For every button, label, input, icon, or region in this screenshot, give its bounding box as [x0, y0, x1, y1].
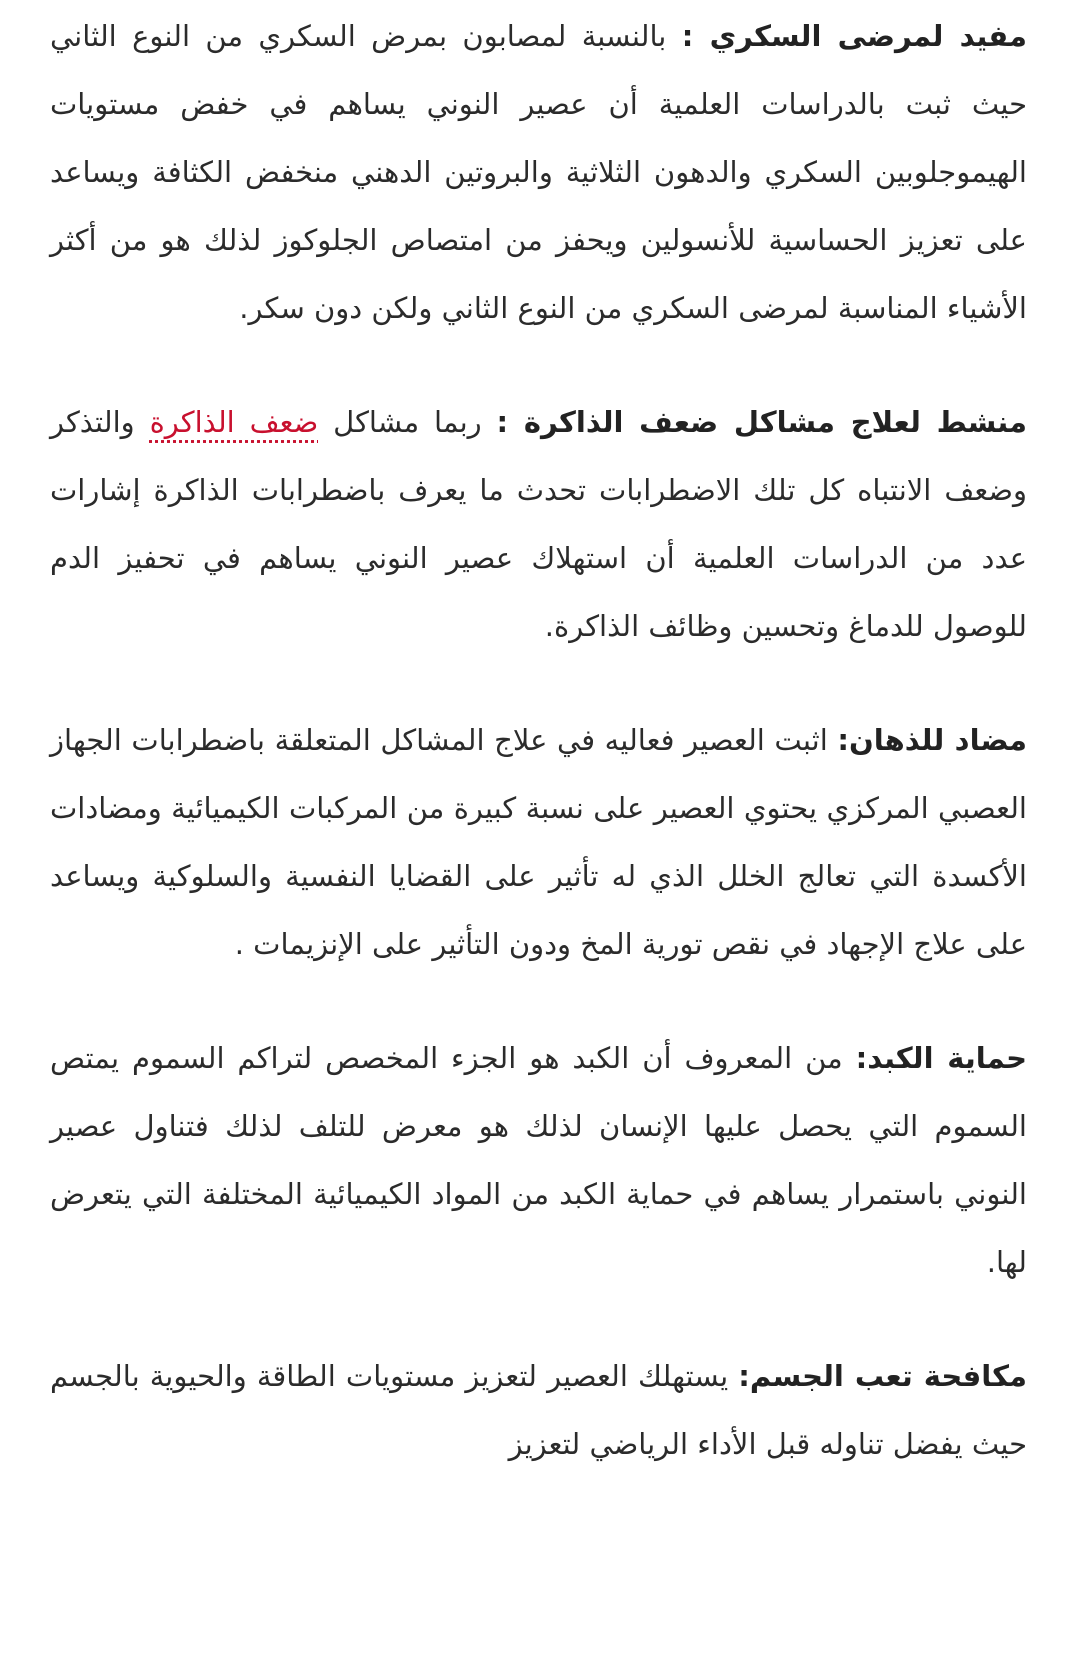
- paragraph-antipsychotic: [50, 702, 1027, 978]
- paragraph-heading: منشط لعلاج مشاكل ضعف الذاكرة :: [496, 405, 1027, 439]
- paragraph-text: ربما مشاكل: [318, 405, 497, 439]
- paragraph-liver: [50, 1020, 1027, 1296]
- paragraph-memory: [50, 384, 1027, 660]
- paragraph-heading: مضاد للذهان:: [837, 723, 1027, 757]
- paragraph-heading: حماية الكبد:: [855, 1041, 1028, 1075]
- paragraph-diabetes: [50, 0, 1027, 342]
- paragraph-text: اثبت العصير فعاليه في علاج المشاكل المتعلقة باضطرابات الجهاز العصبي المركزي يحتوي العصير على نسبة كبيرة من المركبات الكيميائية ومضادات الأكسدة التي تعالج الخلل الذي له تأثير على القضايا النفسية والسلوكية ويساعد على علاج الإجهاد في نقص تورية المخ ودون التأثير على الإنزيمات .: [50, 723, 1027, 961]
- paragraph-text: بالنسبة لمصابون بمرض السكري من النوع الثاني حيث ثبت بالدراسات العلمية أن عصير النوني يساهم في خفض مستويات الهيموجلوبين السكري والدهون الثلاثية والبروتين الدهني منخفض الكثافة ويساعد على تعزيز الحساسية للأنسولين ويحفز من امتصاص الجلوكوز لذلك هو من أكثر الأشياء المناسبة لمرضى السكري من النوع الثاني ولكن دون سكر.: [50, 19, 1027, 325]
- paragraph-text: من المعروف أن الكبد هو الجزء المخصص لتراكم السموم يمتص السموم التي يحصل عليها الإنسان لذلك هو معرض للتلف لذلك فتناول عصير النوني باستمرار يساهم في حماية الكبد من المواد الكيميائية المختلفة التي يتعرض لها.: [50, 1041, 1027, 1279]
- paragraph-text: والتذكر وضعف الانتباه كل تلك الاضطرابات تحدث ما يعرف باضطرابات الذاكرة إشارات عدد من الدراسات العلمية أن استهلاك عصير النوني يساهم في تحفيز الدم للوصول للدماغ وتحسين وظائف الذاكرة.: [50, 405, 1027, 643]
- article-body: [50, 0, 1027, 1520]
- paragraph-heading: مكافحة تعب الجسم:: [738, 1359, 1027, 1393]
- paragraph-text: يستهلك العصير لتعزيز مستويات الطاقة والحيوية بالجسم حيث يفضل تناوله قبل الأداء الرياضي لتعزيز: [50, 1359, 1027, 1461]
- paragraph-heading: مفيد لمرضى السكري :: [681, 19, 1028, 53]
- memory-weakness-link[interactable]: ضعف الذاكرة: [149, 405, 319, 439]
- paragraph-fatigue: [50, 1338, 1027, 1478]
